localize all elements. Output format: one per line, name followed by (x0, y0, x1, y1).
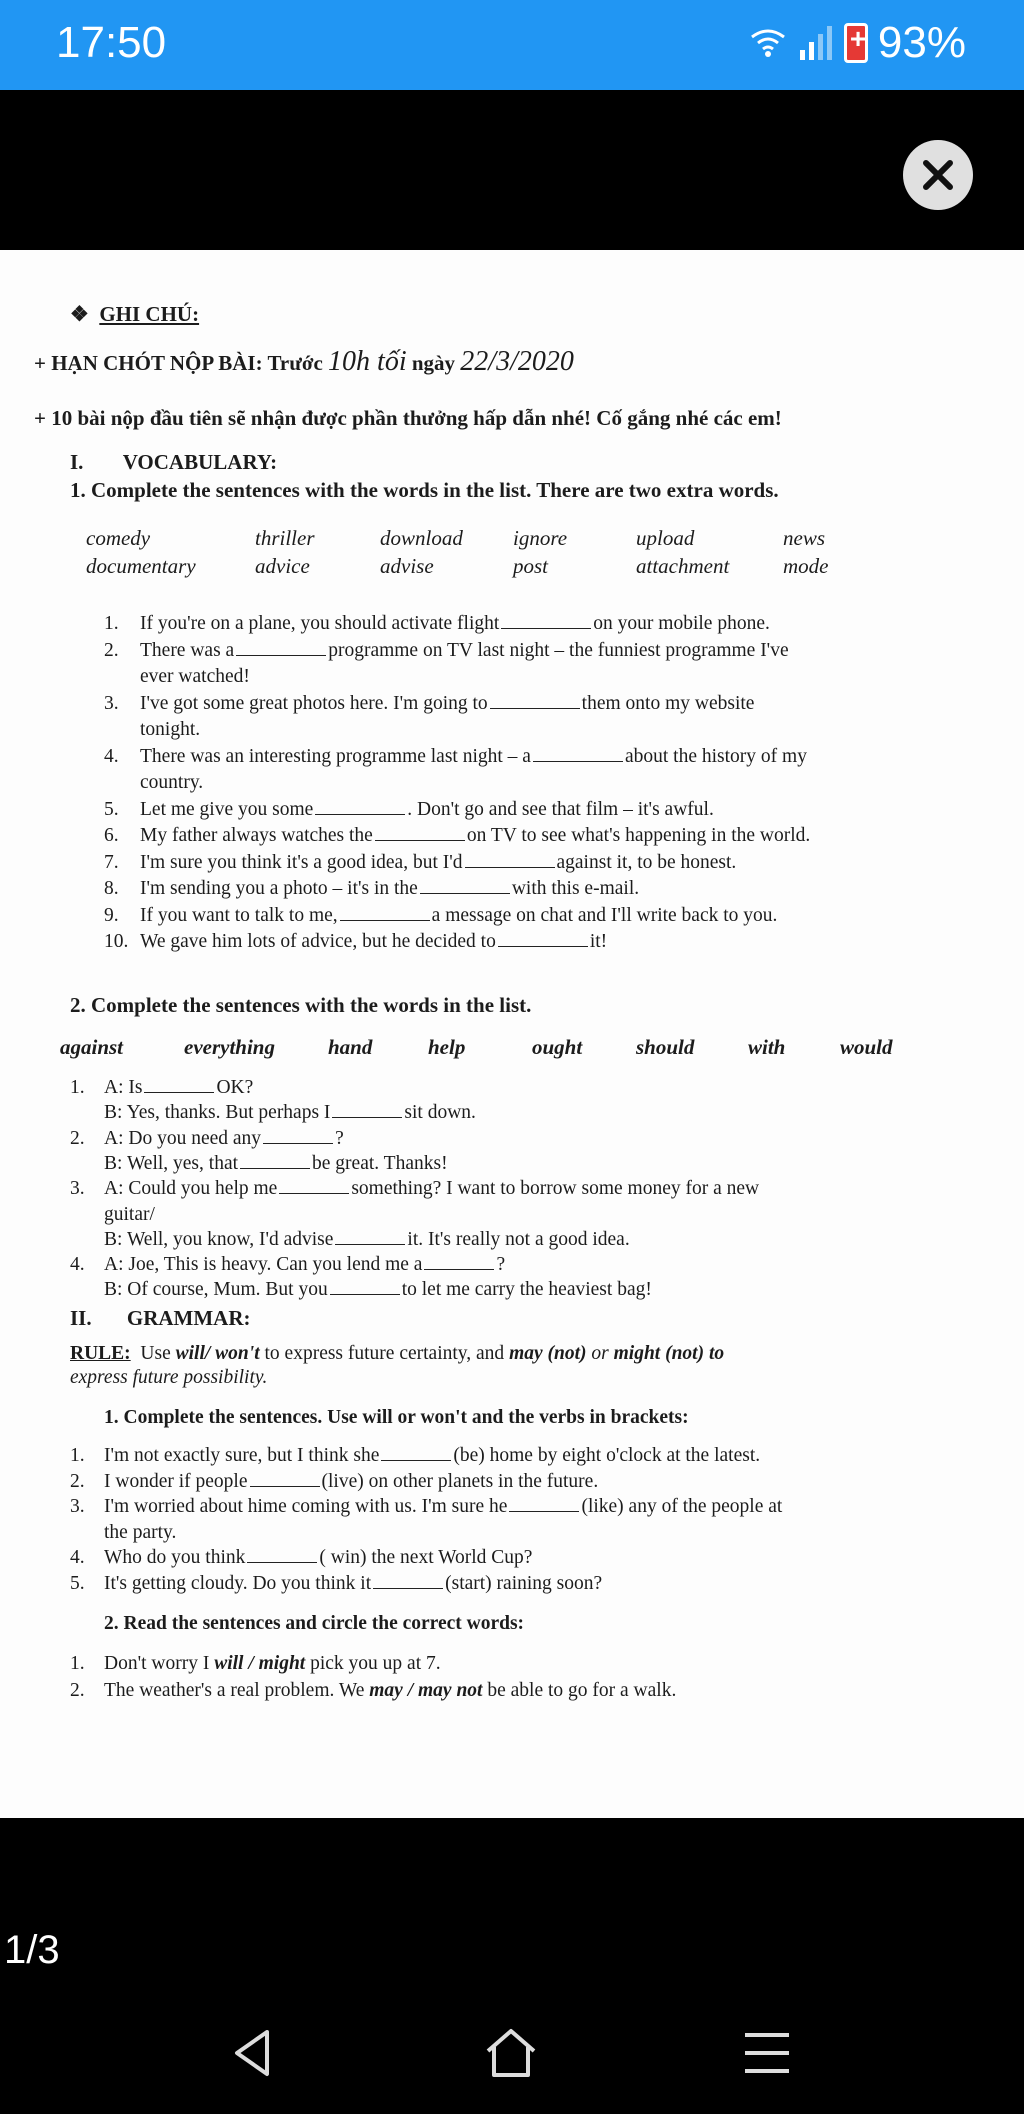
word-chip: thriller (255, 526, 315, 550)
viewer-header (0, 90, 1024, 250)
item-text-before: tonight. (140, 719, 201, 740)
viewer-footer (0, 1818, 1024, 2114)
item-text-after: (live) on other planets in the future. (321, 1470, 599, 1492)
list-item (104, 639, 789, 663)
back-button[interactable] (218, 2018, 288, 2088)
list-item (104, 612, 770, 636)
item-text-before: There was a (140, 639, 235, 661)
item-number: 2. (70, 1680, 85, 1701)
close-button[interactable] (903, 140, 973, 210)
item-text-after: to let me carry the heaviest bag! (401, 1279, 652, 1301)
list-item (70, 1572, 602, 1596)
item-text-before: A: Joe, This is heavy. Can you lend me a (104, 1254, 423, 1276)
answer-blank (340, 905, 430, 921)
item-text-before: If you're on a plane, you should activate flight (140, 613, 500, 634)
list-item (70, 1495, 782, 1519)
word-chip: attachment (636, 554, 730, 578)
item-text-before: I'm sure you think it's a good idea, but I'd (140, 851, 463, 873)
item-text-before: I'm not exactly sure, but I think she (104, 1445, 380, 1466)
item-text-after: (be) home by eight o'clock at the latest. (453, 1445, 761, 1466)
item-number: 7. (104, 851, 119, 873)
item-number: 6. (104, 825, 119, 846)
item-text-before: I wonder if people (104, 1470, 248, 1492)
word-chip: against (60, 1035, 124, 1059)
exercise-1-title: 1. Complete the sentences with the words in the list. There are two extra words. (70, 478, 779, 502)
item-text-before: B: Well, you know, I'd advise (104, 1228, 334, 1250)
item-text-after: a message on chat and I'll write back to you. (431, 904, 778, 926)
list-item (70, 1228, 630, 1252)
deadline-line: + HẠN CHÓT NỘP BÀI: Trước 10h tối ngày 22/3/2020 (34, 346, 574, 377)
answer-blank (424, 1254, 494, 1270)
item-text-before: B: Yes, thanks. But perhaps I (104, 1102, 331, 1124)
grammar-2-title: 2. Read the sentences and circle the correct words: (104, 1613, 525, 1634)
item-text-before: I've got some great photos here. I'm going to (140, 692, 488, 714)
answer-blank (330, 1279, 400, 1295)
word-chip: documentary (86, 554, 196, 578)
battery-icon (844, 23, 868, 63)
item-text-after: sit down. (404, 1102, 476, 1124)
item-text-after: on TV to see what's happening in the world. (466, 825, 811, 846)
item-text-before: My father always watches the (140, 825, 373, 846)
item-number: 2. (104, 639, 119, 661)
item-text-after: be able to go for a walk. (487, 1680, 677, 1701)
answer-blank (240, 1153, 310, 1169)
item-number: 1. (70, 1077, 85, 1098)
status-time: 17:50 (56, 18, 167, 67)
answer-blank (381, 1445, 451, 1461)
item-text-before: There was an interesting programme last night – a (140, 745, 531, 767)
page-indicator: 1/3 (4, 1928, 60, 1972)
word-chip: should (636, 1035, 695, 1059)
item-text-after: be great. Thanks! (312, 1152, 448, 1174)
item-number: 3. (70, 1496, 85, 1517)
rule-line: RULE: Use will/ won't to express future certainty, and may (not) or might (not) to (70, 1343, 725, 1364)
signal-icon (798, 26, 834, 60)
status-bar (0, 0, 1024, 90)
item-number: 3. (70, 1178, 85, 1200)
home-icon (484, 2027, 538, 2079)
answer-blank (250, 1471, 320, 1487)
word-chip: ignore (513, 526, 568, 550)
item-text-after: with this e-mail. (511, 878, 640, 899)
answer-blank (144, 1077, 214, 1093)
word-chip: hand (328, 1035, 373, 1059)
answer-blank (498, 931, 588, 947)
item-text-before: guitar/ (104, 1203, 155, 1225)
list-item (104, 798, 714, 822)
list-item (70, 1470, 598, 1494)
word-chip: post (513, 554, 549, 578)
item-text-after: it! (589, 931, 608, 952)
item-choice: will / might (214, 1653, 306, 1674)
word-chip: advise (380, 554, 434, 578)
answer-blank (420, 878, 510, 894)
answer-blank (263, 1128, 333, 1144)
answer-blank (335, 1229, 405, 1245)
answer-blank (332, 1102, 402, 1118)
exercise-2-title: 2. Complete the sentences with the words in the list. (70, 993, 532, 1017)
menu-lines-icon (743, 2031, 791, 2075)
answer-blank (509, 1496, 579, 1512)
word-chip: comedy (86, 526, 151, 550)
list-item (104, 718, 200, 742)
wifi-icon (748, 27, 788, 59)
item-text-after: ? (335, 1127, 344, 1149)
list-item (104, 692, 754, 716)
answer-blank (373, 1573, 443, 1589)
answer-blank (236, 640, 326, 656)
word-chip: would (840, 1035, 893, 1059)
answer-blank (315, 799, 405, 815)
item-number: 3. (104, 692, 119, 714)
item-text-before: The weather's a real problem. We (104, 1680, 365, 1701)
item-text-before: ever watched! (140, 666, 250, 687)
rule-line-2: express future possibility. (70, 1367, 268, 1388)
item-text-before: A: Is (104, 1077, 143, 1098)
item-number: 9. (104, 904, 119, 926)
item-number: 1. (70, 1653, 85, 1674)
answer-blank (247, 1547, 317, 1563)
word-chip: upload (636, 526, 695, 550)
reward-line: + 10 bài nộp đầu tiên sẽ nhận được phần thưởng hấp dẫn nhé! Cố gắng nhé các em! (34, 406, 782, 430)
item-text-after: ? (496, 1254, 506, 1276)
list-item (104, 824, 810, 848)
back-icon (231, 2028, 275, 2078)
list-item (70, 1278, 652, 1302)
answer-blank (465, 852, 555, 868)
item-text-after: (start) raining soon? (445, 1572, 603, 1594)
list-item (104, 745, 807, 769)
recents-button[interactable] (732, 2018, 802, 2088)
item-number: 5. (70, 1572, 85, 1594)
list-item (104, 771, 203, 795)
list-item (70, 1546, 532, 1570)
item-text-before: I'm worried about hime coming with us. I'm sure he (104, 1496, 508, 1517)
list-item (70, 1101, 476, 1125)
list-item (70, 1127, 344, 1151)
note-heading: ❖ GHI CHÚ: (70, 302, 200, 326)
item-text-after: OK? (216, 1077, 254, 1098)
item-text-before: It's getting cloudy. Do you think it (104, 1572, 372, 1594)
list-item (70, 1521, 176, 1545)
list-item (70, 1203, 155, 1227)
item-text-after: . Don't go and see that film – it's awful. (407, 798, 714, 820)
item-text-after: (like) any of the people at (581, 1496, 783, 1517)
section-vocabulary: I. VOCABULARY: (70, 450, 278, 474)
list-item (104, 665, 250, 689)
list-item (70, 1444, 760, 1468)
answer-blank (501, 613, 591, 629)
item-text-before: A: Could you help me (104, 1178, 278, 1200)
item-text-before: B: Well, yes, that (104, 1152, 239, 1174)
item-number: 2. (70, 1470, 85, 1492)
word-chip: mode (783, 554, 829, 578)
item-text-after: them onto my website (581, 692, 755, 714)
list-item (104, 930, 607, 954)
item-number: 1. (104, 613, 119, 634)
item-number: 10. (104, 931, 129, 952)
item-number: 8. (104, 878, 119, 899)
item-text-before: country. (140, 772, 204, 793)
item-number: 4. (70, 1547, 85, 1568)
list-item (70, 1152, 448, 1176)
item-text-before: Who do you think (104, 1547, 246, 1568)
item-text-before: Let me give you some (140, 798, 314, 820)
item-text-before: B: Of course, Mum. But you (104, 1279, 328, 1301)
answer-blank (279, 1178, 349, 1194)
word-chip: with (748, 1035, 786, 1059)
item-text-before: We gave him lots of advice, but he decided to (140, 931, 496, 952)
diamond-bullet-icon: ❖ (70, 302, 89, 326)
item-text-after: it. It's really not a good idea. (407, 1228, 630, 1250)
item-text-after: against it, to be honest. (556, 851, 737, 873)
list-item (70, 1177, 759, 1201)
word-chip: download (380, 526, 463, 550)
list-item (70, 1652, 441, 1676)
word-chip: ought (532, 1035, 583, 1059)
close-icon (921, 158, 955, 192)
item-text-after: about the history of my (624, 745, 807, 767)
document-page (0, 250, 1024, 1818)
grammar-1-title: 1. Complete the sentences. Use will or won't and the verbs in brackets: (104, 1407, 689, 1428)
list-item (104, 851, 736, 875)
item-text-before: Don't worry I (104, 1653, 210, 1674)
answer-blank (490, 693, 580, 709)
item-number: 5. (104, 798, 119, 820)
word-chip: news (783, 526, 825, 550)
home-button[interactable] (476, 2018, 546, 2088)
item-text-after: programme on TV last night – the funniest programme I've (328, 639, 789, 661)
word-chip: advice (255, 554, 310, 578)
status-icons (748, 18, 966, 68)
answer-blank (533, 746, 623, 762)
answer-blank (375, 825, 465, 841)
list-item (70, 1679, 676, 1703)
item-text-after: ( win) the next World Cup? (319, 1547, 533, 1568)
item-number: 4. (104, 745, 119, 767)
list-item (70, 1076, 253, 1100)
list-item (104, 904, 777, 928)
item-number: 2. (70, 1127, 85, 1149)
item-text-before: If you want to talk to me, (140, 904, 338, 926)
item-number: 4. (70, 1254, 85, 1276)
item-number: 1. (70, 1445, 85, 1466)
word-chip: help (428, 1035, 466, 1059)
item-text-before: the party. (104, 1521, 177, 1543)
word-chip: everything (184, 1035, 275, 1059)
item-text-after: on your mobile phone. (593, 613, 770, 634)
item-text-before: A: Do you need any (104, 1127, 262, 1149)
battery-level: 93% (877, 18, 966, 67)
item-choice: may / may not (369, 1680, 483, 1701)
item-text-before: I'm sending you a photo – it's in the (140, 878, 418, 899)
list-item (70, 1253, 505, 1277)
list-item (104, 877, 639, 901)
item-text-after: pick you up at 7. (310, 1653, 441, 1674)
section-grammar: II. GRAMMAR: (70, 1306, 251, 1330)
item-text-after: something? I want to borrow some money for a new (351, 1178, 760, 1200)
